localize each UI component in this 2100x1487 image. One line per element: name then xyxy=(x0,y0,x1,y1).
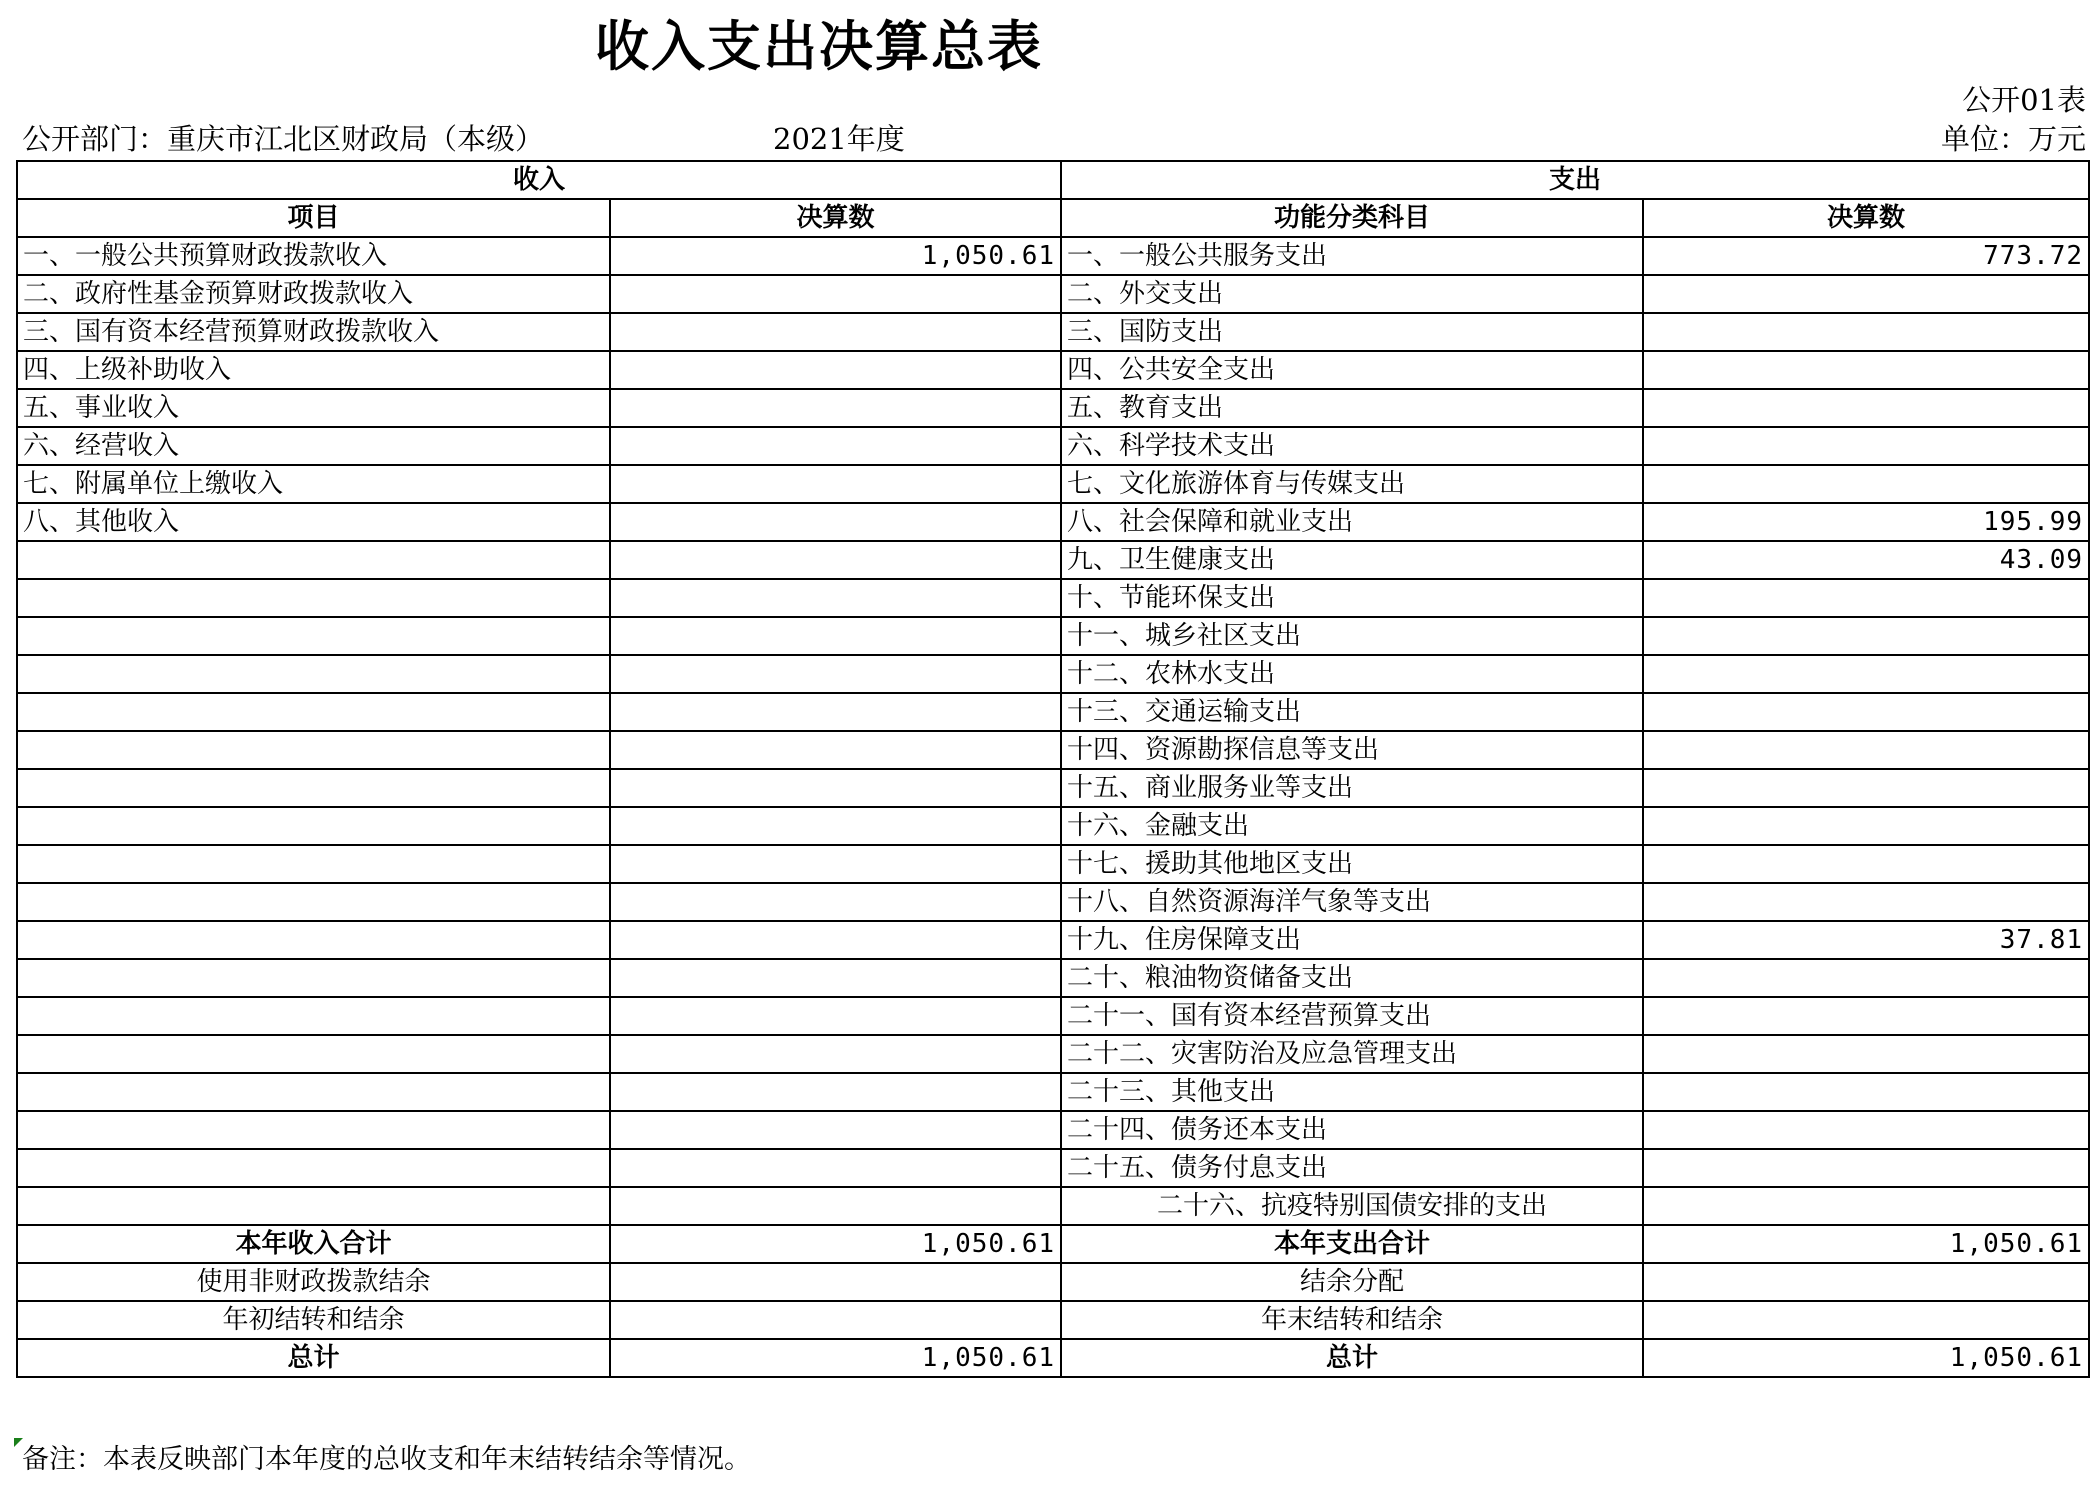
expense-item-cell: 十七、援助其他地区支出 xyxy=(1061,845,1643,883)
income-item-cell: 八、其他收入 xyxy=(17,503,610,541)
income-item-cell xyxy=(17,883,610,921)
income-item-cell: 六、经营收入 xyxy=(17,427,610,465)
expense-value-cell xyxy=(1643,769,2089,807)
expense-item-cell: 二十二、灾害防治及应急管理支出 xyxy=(1061,1035,1643,1073)
income-value-cell xyxy=(610,769,1061,807)
income-item-cell xyxy=(17,997,610,1035)
table-row xyxy=(17,617,2089,655)
summary-income-value: 1,050.61 xyxy=(610,1225,1061,1263)
income-item-cell xyxy=(17,731,610,769)
income-value-cell xyxy=(610,921,1061,959)
table-row xyxy=(17,351,2089,389)
table-row xyxy=(17,731,2089,769)
department-label: 公开部门：重庆市江北区财政局（本级） xyxy=(22,122,545,156)
expense-item-cell: 二十三、其他支出 xyxy=(1061,1073,1643,1111)
income-value-cell xyxy=(610,731,1061,769)
table-row xyxy=(17,769,2089,807)
income-expense-table xyxy=(16,160,2090,1378)
expense-value-cell xyxy=(1643,617,2089,655)
income-value-cell xyxy=(610,1187,1061,1225)
expense-value-cell: 195.99 xyxy=(1643,503,2089,541)
expense-value-cell xyxy=(1643,579,2089,617)
expense-item-cell: 九、卫生健康支出 xyxy=(1061,541,1643,579)
expense-value-cell xyxy=(1643,1187,2089,1225)
income-item-cell: 五、事业收入 xyxy=(17,389,610,427)
table-row xyxy=(17,655,2089,693)
income-item-cell xyxy=(17,921,610,959)
expense-item-cell: 四、公共安全支出 xyxy=(1061,351,1643,389)
income-item-cell xyxy=(17,769,610,807)
item-column-header: 项目 xyxy=(17,199,610,237)
expense-value-cell xyxy=(1643,883,2089,921)
table-row xyxy=(17,503,2089,541)
expense-value-cell xyxy=(1643,465,2089,503)
income-item-cell xyxy=(17,655,610,693)
income-value-cell xyxy=(610,1111,1061,1149)
table-row xyxy=(17,807,2089,845)
table-row xyxy=(17,541,2089,579)
table-row xyxy=(17,1111,2089,1149)
expense-value-cell xyxy=(1643,275,2089,313)
expense-value-cell xyxy=(1643,959,2089,997)
form-number: 公开01表 xyxy=(1962,83,2086,117)
income-value-cell xyxy=(610,1149,1061,1187)
expense-item-cell: 六、科学技术支出 xyxy=(1061,427,1643,465)
table-row xyxy=(17,997,2089,1035)
income-item-cell: 七、附属单位上缴收入 xyxy=(17,465,610,503)
income-value-cell xyxy=(610,845,1061,883)
income-value-cell xyxy=(610,313,1061,351)
expense-item-cell: 五、教育支出 xyxy=(1061,389,1643,427)
income-item-cell xyxy=(17,807,610,845)
income-item-cell xyxy=(17,845,610,883)
expense-value-cell xyxy=(1643,655,2089,693)
summary-income-value xyxy=(610,1263,1061,1301)
expense-value-cell xyxy=(1643,351,2089,389)
table-row xyxy=(17,921,2089,959)
expense-item-cell: 二十六、抗疫特别国债安排的支出 xyxy=(1061,1187,1643,1225)
table-row xyxy=(17,389,2089,427)
expense-item-cell: 二十五、债务付息支出 xyxy=(1061,1149,1643,1187)
table-row xyxy=(17,313,2089,351)
income-item-cell xyxy=(17,959,610,997)
summary-row xyxy=(17,1225,2089,1263)
summary-expense-label: 结余分配 xyxy=(1061,1263,1643,1301)
income-item-cell: 四、上级补助收入 xyxy=(17,351,610,389)
income-item-cell: 三、国有资本经营预算财政拨款收入 xyxy=(17,313,610,351)
income-value-cell xyxy=(610,959,1061,997)
expense-value-cell xyxy=(1643,807,2089,845)
income-value-cell xyxy=(610,883,1061,921)
summary-income-label: 总计 xyxy=(17,1339,610,1377)
income-value-cell xyxy=(610,655,1061,693)
income-value-cell xyxy=(610,465,1061,503)
expense-value-cell xyxy=(1643,997,2089,1035)
table-row xyxy=(17,693,2089,731)
expense-value-cell: 37.81 xyxy=(1643,921,2089,959)
summary-expense-label: 总计 xyxy=(1061,1339,1643,1377)
income-value-cell xyxy=(610,693,1061,731)
expense-item-cell: 二十四、债务还本支出 xyxy=(1061,1111,1643,1149)
income-item-cell xyxy=(17,693,610,731)
summary-income-label: 年初结转和结余 xyxy=(17,1301,610,1339)
expense-item-cell: 二、外交支出 xyxy=(1061,275,1643,313)
summary-expense-value xyxy=(1643,1263,2089,1301)
summary-row xyxy=(17,1339,2089,1377)
income-item-cell xyxy=(17,541,610,579)
summary-income-value xyxy=(610,1301,1061,1339)
table-row xyxy=(17,1187,2089,1225)
summary-expense-label: 年末结转和结余 xyxy=(1061,1301,1643,1339)
summary-income-label: 使用非财政拨款结余 xyxy=(17,1263,610,1301)
expense-value-cell: 773.72 xyxy=(1643,237,2089,275)
table-row xyxy=(17,579,2089,617)
expense-item-cell: 十九、住房保障支出 xyxy=(1061,921,1643,959)
summary-expense-value: 1,050.61 xyxy=(1643,1339,2089,1377)
income-item-cell xyxy=(17,579,610,617)
income-value-cell xyxy=(610,503,1061,541)
income-item-cell xyxy=(17,617,610,655)
summary-expense-value xyxy=(1643,1301,2089,1339)
summary-income-label: 本年收入合计 xyxy=(17,1225,610,1263)
income-value-cell xyxy=(610,351,1061,389)
table-row xyxy=(17,959,2089,997)
expense-value-cell xyxy=(1643,731,2089,769)
income-value-cell xyxy=(610,579,1061,617)
footnote: 备注：本表反映部门本年度的总收支和年末结转结余等情况。 xyxy=(22,1444,751,1475)
expense-item-cell: 三、国防支出 xyxy=(1061,313,1643,351)
expense-item-cell: 十六、金融支出 xyxy=(1061,807,1643,845)
expense-item-cell: 十一、城乡社区支出 xyxy=(1061,617,1643,655)
income-value-cell xyxy=(610,807,1061,845)
income-section-header: 收入 xyxy=(17,161,1061,199)
summary-expense-value: 1,050.61 xyxy=(1643,1225,2089,1263)
section-header-row xyxy=(17,161,2089,199)
table-row xyxy=(17,845,2089,883)
table-row xyxy=(17,1035,2089,1073)
table-row xyxy=(17,237,2089,275)
income-item-cell xyxy=(17,1073,610,1111)
income-value-cell xyxy=(610,389,1061,427)
table-row xyxy=(17,465,2089,503)
income-value-cell xyxy=(610,617,1061,655)
expense-value-cell xyxy=(1643,313,2089,351)
summary-row xyxy=(17,1301,2089,1339)
summary-income-value: 1,050.61 xyxy=(610,1339,1061,1377)
expense-amount-column-header: 决算数 xyxy=(1643,199,2089,237)
summary-row xyxy=(17,1263,2089,1301)
expense-value-cell xyxy=(1643,1149,2089,1187)
income-value-cell: 1,050.61 xyxy=(610,237,1061,275)
income-item-cell xyxy=(17,1111,610,1149)
expense-value-cell xyxy=(1643,693,2089,731)
table-row xyxy=(17,427,2089,465)
income-value-cell xyxy=(610,1073,1061,1111)
income-amount-column-header: 决算数 xyxy=(610,199,1061,237)
income-value-cell xyxy=(610,427,1061,465)
column-header-row xyxy=(17,199,2089,237)
income-item-cell xyxy=(17,1187,610,1225)
expense-item-cell: 一、一般公共服务支出 xyxy=(1061,237,1643,275)
income-item-cell xyxy=(17,1035,610,1073)
expense-section-header: 支出 xyxy=(1061,161,2089,199)
income-value-cell xyxy=(610,275,1061,313)
summary-expense-label: 本年支出合计 xyxy=(1061,1225,1643,1263)
income-item-cell: 一、一般公共预算财政拨款收入 xyxy=(17,237,610,275)
expense-value-cell xyxy=(1643,1035,2089,1073)
expense-item-cell: 八、社会保障和就业支出 xyxy=(1061,503,1643,541)
expense-value-cell xyxy=(1643,427,2089,465)
expense-item-cell: 十四、资源勘探信息等支出 xyxy=(1061,731,1643,769)
expense-item-cell: 十五、商业服务业等支出 xyxy=(1061,769,1643,807)
expense-item-cell: 二十一、国有资本经营预算支出 xyxy=(1061,997,1643,1035)
expense-item-cell: 七、文化旅游体育与传媒支出 xyxy=(1061,465,1643,503)
expense-value-cell xyxy=(1643,389,2089,427)
expense-item-cell: 二十、粮油物资储备支出 xyxy=(1061,959,1643,997)
expense-value-cell xyxy=(1643,1111,2089,1149)
expense-item-cell: 十二、农林水支出 xyxy=(1061,655,1643,693)
unit-label: 单位：万元 xyxy=(1940,122,2086,156)
fiscal-year: 2021年度 xyxy=(773,122,905,156)
table-row xyxy=(17,1149,2089,1187)
expense-item-cell: 十三、交通运输支出 xyxy=(1061,693,1643,731)
expense-item-cell: 十八、自然资源海洋气象等支出 xyxy=(1061,883,1643,921)
expense-value-cell xyxy=(1643,1073,2089,1111)
expense-item-cell: 十、节能环保支出 xyxy=(1061,579,1643,617)
income-value-cell xyxy=(610,997,1061,1035)
expense-value-cell: 43.09 xyxy=(1643,541,2089,579)
income-item-cell: 二、政府性基金预算财政拨款收入 xyxy=(17,275,610,313)
table-row xyxy=(17,1073,2089,1111)
function-category-column-header: 功能分类科目 xyxy=(1061,199,1643,237)
income-value-cell xyxy=(610,541,1061,579)
expense-value-cell xyxy=(1643,845,2089,883)
income-value-cell xyxy=(610,1035,1061,1073)
table-row xyxy=(17,275,2089,313)
report-title: 收入支出决算总表 xyxy=(595,15,1043,78)
table-row xyxy=(17,883,2089,921)
income-item-cell xyxy=(17,1149,610,1187)
